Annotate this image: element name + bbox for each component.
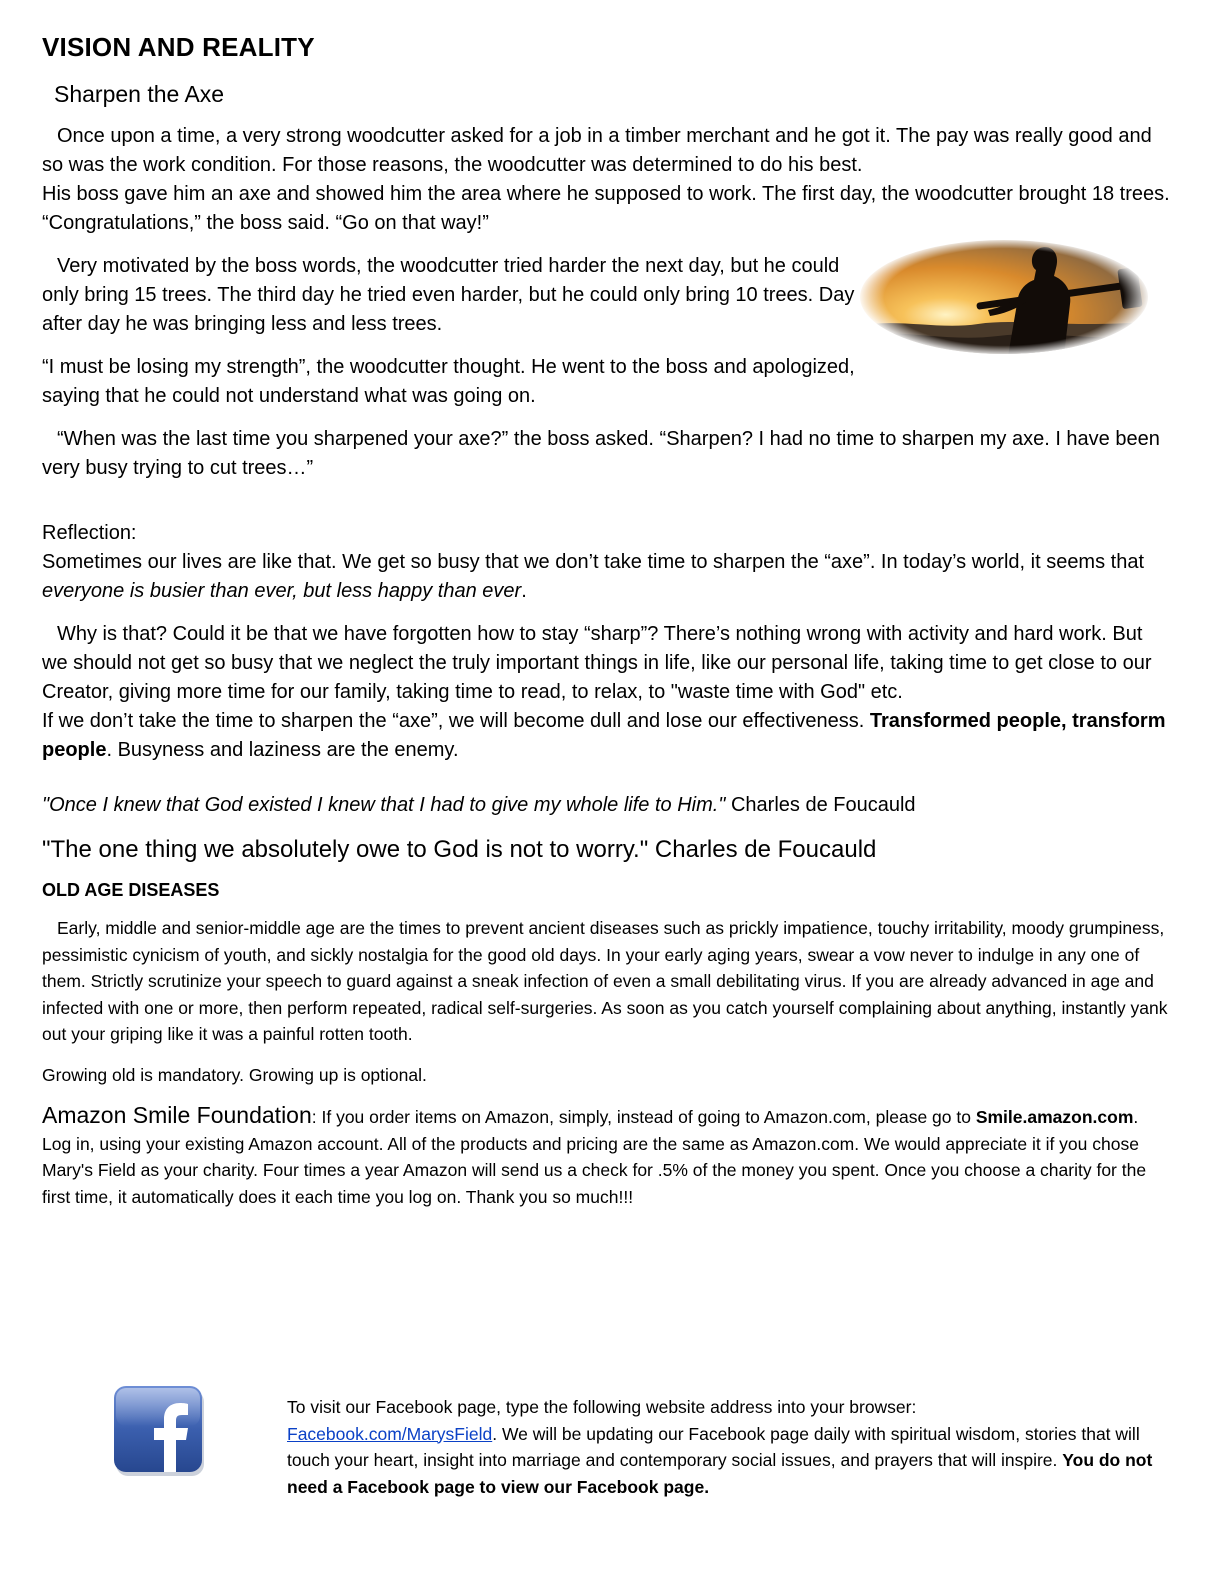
reflection-paragraph-1: Reflection: Sometimes our lives are like that. We get so busy that we don’t take time to sharpen the “axe”. In today’s world, it seems that everyone is busier than ever, but less happy than ever.	[42, 522, 1145, 602]
old-age-heading: OLD AGE DISEASES	[42, 880, 220, 900]
old-age-tagline: Growing old is mandatory. Growing up is optional.	[42, 1064, 427, 1085]
facebook-logo-icon[interactable]	[112, 1384, 208, 1480]
story-paragraph-4: “When was the last time you sharpened your axe?” the boss asked. “Sharpen? I had no time to sharpen my axe. I have been very busy trying to cut trees…”	[42, 428, 1160, 479]
story-paragraph-3: “I must be losing my strength”, the woodcutter thought. He went to the boss and apologized, saying that he could not understand what was going on.	[42, 356, 855, 407]
amazon-title: Amazon Smile Foundation	[42, 1102, 312, 1128]
story-paragraph-1: Once upon a time, a very strong woodcutter asked for a job in a timber merchant and he got it. The pay was really good and so was the work condition. For those reasons, the woodcutter was determined to do his best. His boss gave him an axe and showed him the area where he supposed to work. The first day, the woodcutter brought 18 trees. “Congratulations,” the boss said. “Go on that way!”	[42, 125, 1170, 234]
story-wrap-zone	[42, 252, 872, 411]
amazon-paragraph: Amazon Smile Foundation: If you order items on Amazon, simply, instead of going to Amazon.com, please go to Smile.amazon.com. Log in, using your existing Amazon account. All of the products and pricing are the same as Amazon.com. We would appreciate it if you chose Mary's Field as your charity. Four times a year Amazon will send us a check for .5% of the money you spent. Once you choose a charity for the first time, it automatically does it each time you log on. Thank you so much!!!	[42, 1102, 1147, 1207]
reflection-paragraph-2: Why is that? Could it be that we have forgotten how to stay “sharp”? There’s nothing wrong with activity and hard work. But we should not get so busy that we neglect the truly important things in life, like our personal life, taking time to get close to our Creator, giving more time for our family, taking time to read, to relax, to "waste time with God" etc.	[42, 623, 1152, 703]
facebook-link[interactable]: Facebook.com/MarysField	[287, 1423, 493, 1444]
reflection-label: Reflection:	[42, 522, 137, 544]
reflection-paragraph-3: If we don’t take the time to sharpen the “axe”, we will become dull and lose our effectiveness. Transformed people, transform people. Busyness and laziness are the enemy.	[42, 710, 1166, 761]
quote-2: "The one thing we absolutely owe to God is not to worry." Charles de Foucauld	[42, 836, 877, 863]
woodcutter-sunset-photo	[858, 238, 1150, 356]
old-age-body: Early, middle and senior-middle age are the times to prevent ancient diseases such as prickly impatience, touchy irritability, moody grumpiness, pessimistic cynicism of youth, and sickly nostalgia for the good old days. In your early aging years, swear a vow never to indulge in any one of them. Strictly scrutinize your speech to guard against a sneak infection of even a small debilitating virus. If you are already advanced in age and infected with one or more, then perform repeated, radical self-surgeries. As soon as you catch yourself complaining about anything, instantly yank out your griping like it was a painful rotten tooth.	[42, 918, 1168, 1044]
facebook-section	[42, 1384, 1172, 1504]
story-paragraph-2: Very motivated by the boss words, the woodcutter tried harder the next day, but he could only bring 15 trees. The third day he tried even harder, but he could only bring 10 trees. Day after day he was bringing less and less trees.	[42, 255, 855, 335]
facebook-text: To visit our Facebook page, type the following website address into your browser: Facebook.com/MarysField. We will be updating our Facebook page daily with spiritual wisdom, stories that will touch your heart, insight into marriage and contemporary social issues, and prayers that will inspire. You do not need a Facebook page to view our Facebook page.	[287, 1397, 1153, 1497]
story-title: Sharpen the Axe	[54, 81, 225, 107]
quote-1: "Once I knew that God existed I knew that I had to give my whole life to Him." Charles de Foucauld	[42, 794, 916, 816]
newsletter-page	[42, 32, 1172, 1497]
page-title: VISION AND REALITY	[42, 32, 315, 62]
